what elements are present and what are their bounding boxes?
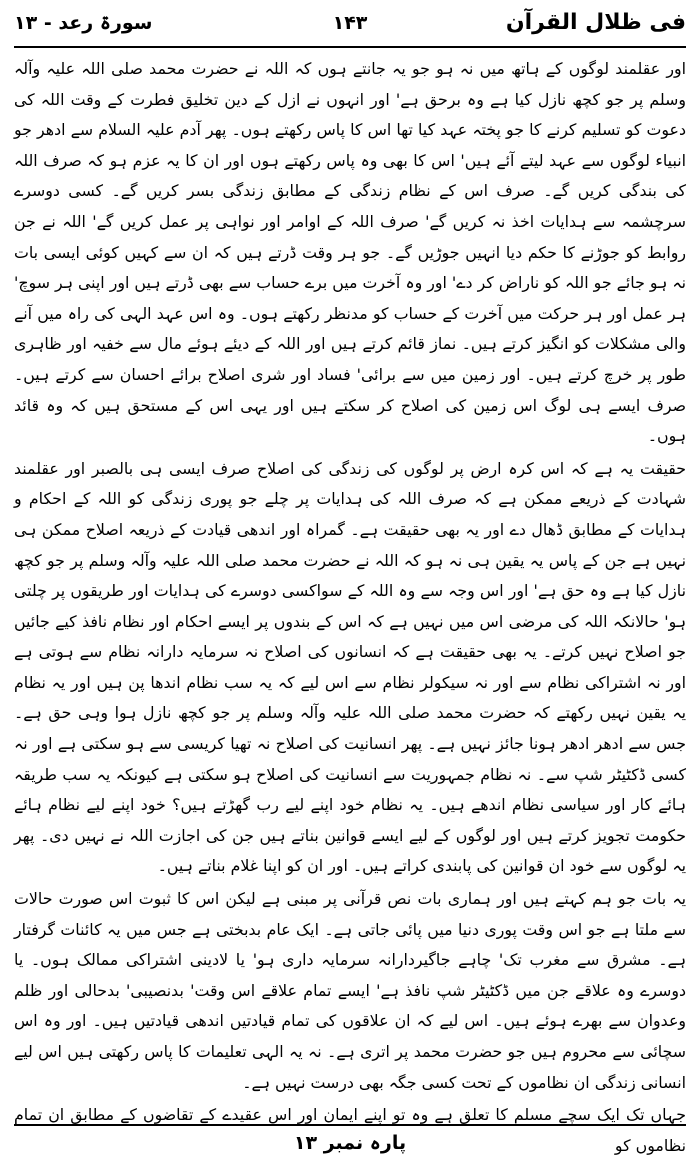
- footer-divider: [14, 1124, 686, 1126]
- paragraph: حقیقت یہ ہے کہ اس کرہ ارض پر لوگوں کی زندگی کی اصلاح صرف ایسی ہی بالصبر اور عقلمند شہادت کے ذریعے ممکن ہے کہ صرف اللہ کی ہدایات پر چلے جو پوری زندگی کو اللہ کے احکام و ہدایات کے مطابق ڈھال دے اور یہ بھی حقیقت ہے۔ گمراہ اور اندھی قیادت کے ذریعہ اصلاح ممکن ہی نہیں ہے جن کے پاس یہ یقین ہی نہ ہو کہ اللہ نے حضرت محمد صلی اللہ علیہ وآلہ وسلم پر جو کچھ نازل کیا ہے وہ حق ہے' اور اس وجہ سے وہ اللہ کے سواکسی دوسرے کی ہدایات اور طریقوں پر چلتی ہو' حالانکہ اللہ کی مرضی اس میں نہیں ہے کہ اس کے بندوں پر ایسے احکام اور نظام نافذ کیے جائیں جو اصلاح نہیں کرتے۔ یہ بھی حقیقت ہے کہ انسانوں کی اصلاح نہ سرمایہ دارانہ نظام سے ہوتی ہے اور نہ اشتراکی نظام سے اور نہ سیکولر نظام سے اس لیے کہ یہ سب نظام اندھا پن ہیں اور یہ نظام یہ یقین نہیں رکھتے کہ حضرت محمد صلی اللہ علیہ وآلہ وسلم پر جو کچھ نازل ہوا وہی حق ہے۔ جس سے ادھر ادھر ہونا جائز نہیں ہے۔ پھر انسانیت کی اصلاح نہ تھیا کریسی سے ہو سکتی ہے اور نہ کسی ڈکٹیٹر شپ سے۔ نہ نظام جمہوریت سے انسانیت کی اصلاح ہو سکتی ہے کیونکہ یہ سب طریقہ ہائے کار اور سیاسی نظام اندھے ہیں۔ یہ نظام خود اپنے لیے رب گھڑتے ہیں؟ خود اپنے لیے نظام ہائے حکومت تجویز کرتے ہیں اور لوگوں کے لیے ایسے قوانین بناتے ہیں جن کی اجازت اللہ نے نہیں دی۔ پھر یہ لوگوں سے خود ان قوانین کی پابندی کراتے ہیں۔ اور ان کو اپنا غلام بناتے ہیں۔: [14, 458, 686, 876]
- book-title: فی ظلال القرآن: [505, 10, 686, 35]
- paragraph: جہاں تک ایک سچے مسلم کا تعلق ہے وہ تو اپنے ایمان اور اس عقیدے کے تقاضوں کے مطابق ان تمام نظاموں کو: [14, 1105, 686, 1155]
- page-number: ۱۴۳: [332, 12, 368, 34]
- surah-label: سورۃ رعد - ۱۳: [14, 12, 153, 34]
- paragraph: اور عقلمند لوگوں کے ہاتھ میں نہ ہو جو یہ جانتے ہوں کہ اللہ نے حضرت محمد صلی اللہ علیہ وآلہ وسلم پر جو کچھ نازل کیا ہے وہ برحق ہے' اور انہوں نے ازل کے دین تخلیق فطرت کے وقت اللہ کی دعوت کو تسلیم کرنے کا جو پختہ عہد کیا تھا اس کا پاس رکھتے ہوں۔ پھر آدم علیہ السلام سے ادھر جو انبیاء لوگوں سے عہد لیتے آئے ہیں' اس کا بھی وہ پاس رکھتے ہوں اور ان کا یہ عزم ہو کہ صرف اللہ کی بندگی کریں گے۔ صرف اس کے نظام زندگی کے مطابق زندگی بسر کریں گے۔ کسی دوسرے سرچشمہ سے ہدایات اخذ نہ کریں گے' صرف اللہ کے اوامر اور نواہی پر عمل کریں گے' اللہ نے جن روابط کو جوڑنے کا حکم دیا انہیں جوڑیں گے۔ جو ہر وقت ڈرتے ہیں کہ ان سے کہیں کوئی ایسی بات نہ ہو جائے جو اللہ کو ناراض کر دے' اور وہ آخرت میں برے حساب سے بھی ڈرتے ہیں اور اپنی ہر سوچ' ہر عمل اور ہر حرکت میں آخرت کے حساب کو مدنظر رکھتے ہوں۔ وہ اس عہد الہی کی راہ میں آنے والی مشکلات کو انگیز کرتے ہیں۔ نماز قائم کرتے ہیں اور اللہ کے دیئے ہوئے مال سے خفیہ اور ظاہری طور پر خرچ کرتے ہیں۔ اور زمین میں سے برائی' فساد اور شری اصلاح برائے احسان سے کرتے ہیں۔ صرف ایسے ہی لوگ اس زمین کی اصلاح کر سکتے ہیں اور یہی اس کے مستحق ہیں کہ وہ قائد ہوں۔: [14, 59, 686, 446]
- para-label: پارہ نمبر ۱۳: [293, 1132, 407, 1154]
- paragraph: یہ بات جو ہم کہتے ہیں اور ہماری بات نص قرآنی پر مبنی ہے لیکن اس کا ثبوت اس صورت حالات سے ملتا ہے جو اس وقت پوری دنیا میں پائی جاتی ہے۔ ایک عام بدبختی ہے جس میں یہ کائنات گرفتار ہے۔ مشرق سے مغرب تک' چاہے جاگیردارانہ سرمایہ داری ہو' یا لادینی اشتراکی ممالک ہوں۔ یا دوسرے وہ علاقے جن میں ڈکٹیٹر شپ نافذ ہے' ایسے تمام علاقے اس وقت' بدنصیبی' بدحالی اور ظلم وعدوان سے بھرے ہوئے ہیں۔ اس لیے کہ ان علاقوں کی تمام قیادتیں اندھی قیادتیں ہیں۔ اور وہ اس سچائی سے محروم ہیں جو حضرت محمد پر اتری ہے۔ نہ یہ الہی تعلیمات کا پاس رکھتی ہیں اس لیے انسانی زندگی ان نظاموں کے تحت کسی جگہ بھی درست نہیں ہے۔: [14, 889, 686, 1092]
- header-divider: [14, 46, 686, 48]
- page-header: [14, 8, 686, 44]
